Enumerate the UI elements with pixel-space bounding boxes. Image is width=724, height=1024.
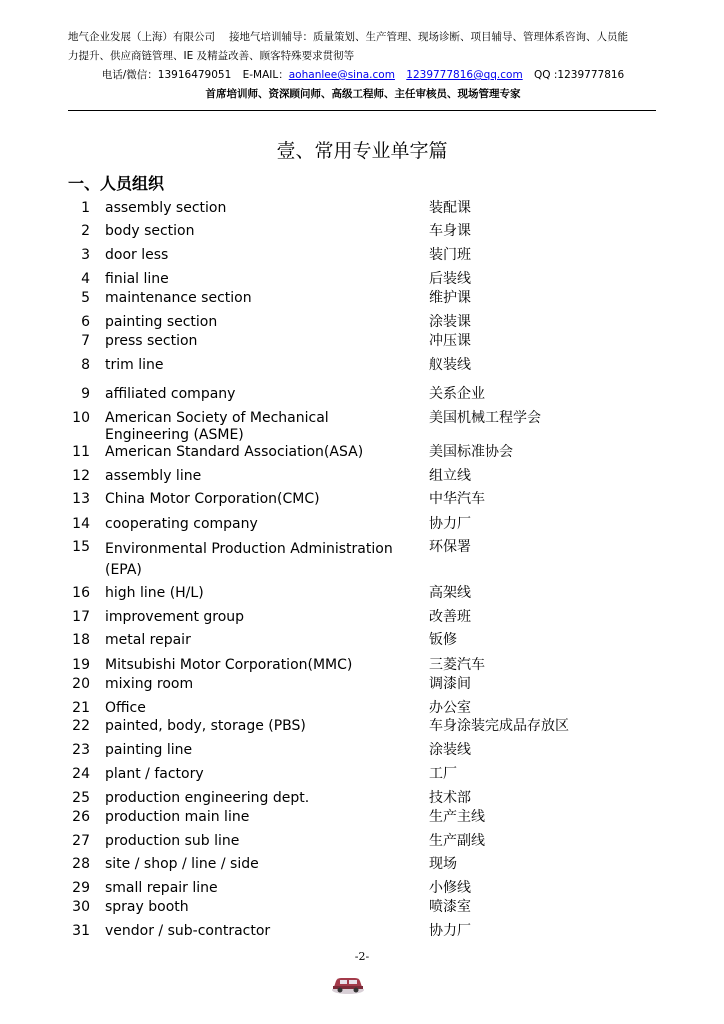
english-term: Office [105, 700, 146, 716]
chinese-term: 冲压课 [429, 333, 471, 349]
chinese-term: 喷漆室 [429, 899, 471, 915]
item-number: 24 [72, 766, 90, 782]
item-number: 23 [72, 742, 90, 758]
email-link[interactable]: aohanlee@sina.com [288, 69, 395, 81]
page-number: -2- [354, 950, 370, 963]
item-number: 1 [81, 200, 90, 216]
english-term: plant / factory [105, 766, 204, 782]
english-term: mixing room [105, 676, 194, 692]
english-term: finial line [105, 271, 169, 287]
item-number: 7 [81, 333, 90, 349]
chinese-term: 钣修 [429, 632, 457, 648]
phone-label: 电话/微信：13916479051 [101, 69, 232, 81]
item-number: 11 [72, 444, 90, 460]
chinese-term: 车身课 [429, 223, 471, 239]
english-term: high line (H/L) [105, 585, 204, 601]
item-number: 4 [81, 271, 90, 287]
english-term: Environmental Production Administration (EPA) [105, 541, 393, 578]
qq-email-link[interactable]: 1239777816@qq.com [406, 69, 523, 81]
english-term: painted, body, storage (PBS) [105, 718, 306, 734]
email-label: E-MAIL： [242, 69, 289, 81]
chinese-term: 关系企业 [429, 386, 485, 402]
english-term: American Society of Mechanical Engineering (ASME) [105, 410, 329, 443]
chinese-term: 协力厂 [429, 923, 471, 939]
english-term: small repair line [105, 880, 218, 896]
chinese-term: 涂装线 [429, 742, 471, 758]
item-number: 19 [72, 657, 90, 673]
chinese-term: 美国机械工程学会 [429, 410, 541, 426]
chinese-term: 三菱汽车 [429, 657, 485, 673]
item-number: 8 [81, 357, 90, 373]
chinese-term: 环保署 [429, 539, 471, 555]
header-line-1 [68, 28, 658, 47]
chinese-term: 协力厂 [429, 516, 471, 532]
english-term: site / shop / line / side [105, 856, 259, 872]
company-name: 地气企业发展（上海）有限公司 [68, 31, 215, 43]
chinese-term: 装门班 [429, 247, 471, 263]
item-number: 14 [72, 516, 90, 532]
english-term: maintenance section [105, 290, 252, 306]
section-title: 一、人员组织 [68, 174, 165, 193]
chinese-term: 调漆间 [429, 676, 471, 692]
chinese-term: 中华汽车 [429, 491, 485, 507]
item-number: 9 [81, 386, 90, 402]
item-number: 13 [72, 491, 90, 507]
chinese-term: 生产主线 [429, 809, 485, 825]
chinese-term: 美国标准协会 [429, 444, 513, 460]
page-header [68, 28, 658, 104]
chinese-term: 装配课 [429, 200, 471, 216]
english-term: painting section [105, 314, 218, 330]
english-term: Mitsubishi Motor Corporation(MMC) [105, 657, 353, 673]
chinese-term: 组立线 [429, 468, 471, 484]
item-number: 2 [81, 223, 90, 239]
english-term: American Standard Association(ASA) [105, 444, 364, 460]
english-term: trim line [105, 357, 164, 373]
qq-number: QQ :1239777816 [534, 69, 625, 81]
chinese-term: 舣装线 [429, 357, 471, 373]
consultant-titles: 首席培训师、资深顾问师、高级工程师、主任审核员、现场管理专家 [205, 88, 521, 100]
chinese-term: 车身涂装完成品存放区 [429, 718, 569, 734]
item-number: 21 [72, 700, 90, 716]
item-number: 6 [81, 314, 90, 330]
item-number: 12 [72, 468, 90, 484]
services-line-2: 力提升、供应商链管理、IE 及精益改善、顾客特殊要求贯彻等 [68, 50, 355, 62]
english-term: China Motor Corporation(CMC) [105, 491, 320, 507]
item-number: 10 [72, 410, 90, 426]
english-term: assembly line [105, 468, 202, 484]
item-number: 15 [72, 539, 90, 555]
chinese-term: 生产副线 [429, 833, 485, 849]
chinese-term: 维护课 [429, 290, 471, 306]
item-number: 3 [81, 247, 90, 263]
chinese-term: 工厂 [429, 766, 457, 782]
english-term: vendor / sub-contractor [105, 923, 271, 939]
item-number: 22 [72, 718, 90, 734]
chinese-term: 现场 [429, 856, 457, 872]
english-term: cooperating company [105, 516, 258, 532]
header-divider [68, 110, 656, 111]
car-logo-icon [331, 973, 365, 995]
item-number: 27 [72, 833, 90, 849]
item-number: 30 [72, 899, 90, 915]
chinese-term: 高架线 [429, 585, 471, 601]
chinese-term: 改善班 [429, 609, 471, 625]
english-term: body section [105, 223, 195, 239]
english-term: door less [105, 247, 169, 263]
english-term: improvement group [105, 609, 245, 625]
item-number: 31 [72, 923, 90, 939]
english-term: press section [105, 333, 198, 349]
chinese-term: 技术部 [429, 790, 471, 806]
item-number: 20 [72, 676, 90, 692]
item-number: 5 [81, 290, 90, 306]
item-number: 28 [72, 856, 90, 872]
contact-line [68, 66, 658, 85]
item-number: 16 [72, 585, 90, 601]
services-line-1: 接地气培训辅导：质量策划、生产管理、现场诊断、项目辅导、管理体系咨询、人员能 [229, 31, 628, 43]
english-term: metal repair [105, 632, 191, 648]
document-title: 壹、常用专业单字篇 [276, 140, 448, 162]
english-term: assembly section [105, 200, 227, 216]
english-term: painting line [105, 742, 193, 758]
item-number: 29 [72, 880, 90, 896]
chinese-term: 涂装课 [429, 314, 471, 330]
item-number: 18 [72, 632, 90, 648]
chinese-term: 小修线 [429, 880, 471, 896]
item-number: 17 [72, 609, 90, 625]
chinese-term: 办公室 [429, 700, 471, 716]
item-number: 25 [72, 790, 90, 806]
english-term: production main line [105, 809, 250, 825]
english-term: spray booth [105, 899, 189, 915]
english-term: affiliated company [105, 386, 236, 402]
english-term: production engineering dept. [105, 790, 310, 806]
chinese-term: 后装线 [429, 271, 471, 287]
item-number: 26 [72, 809, 90, 825]
english-term: production sub line [105, 833, 240, 849]
